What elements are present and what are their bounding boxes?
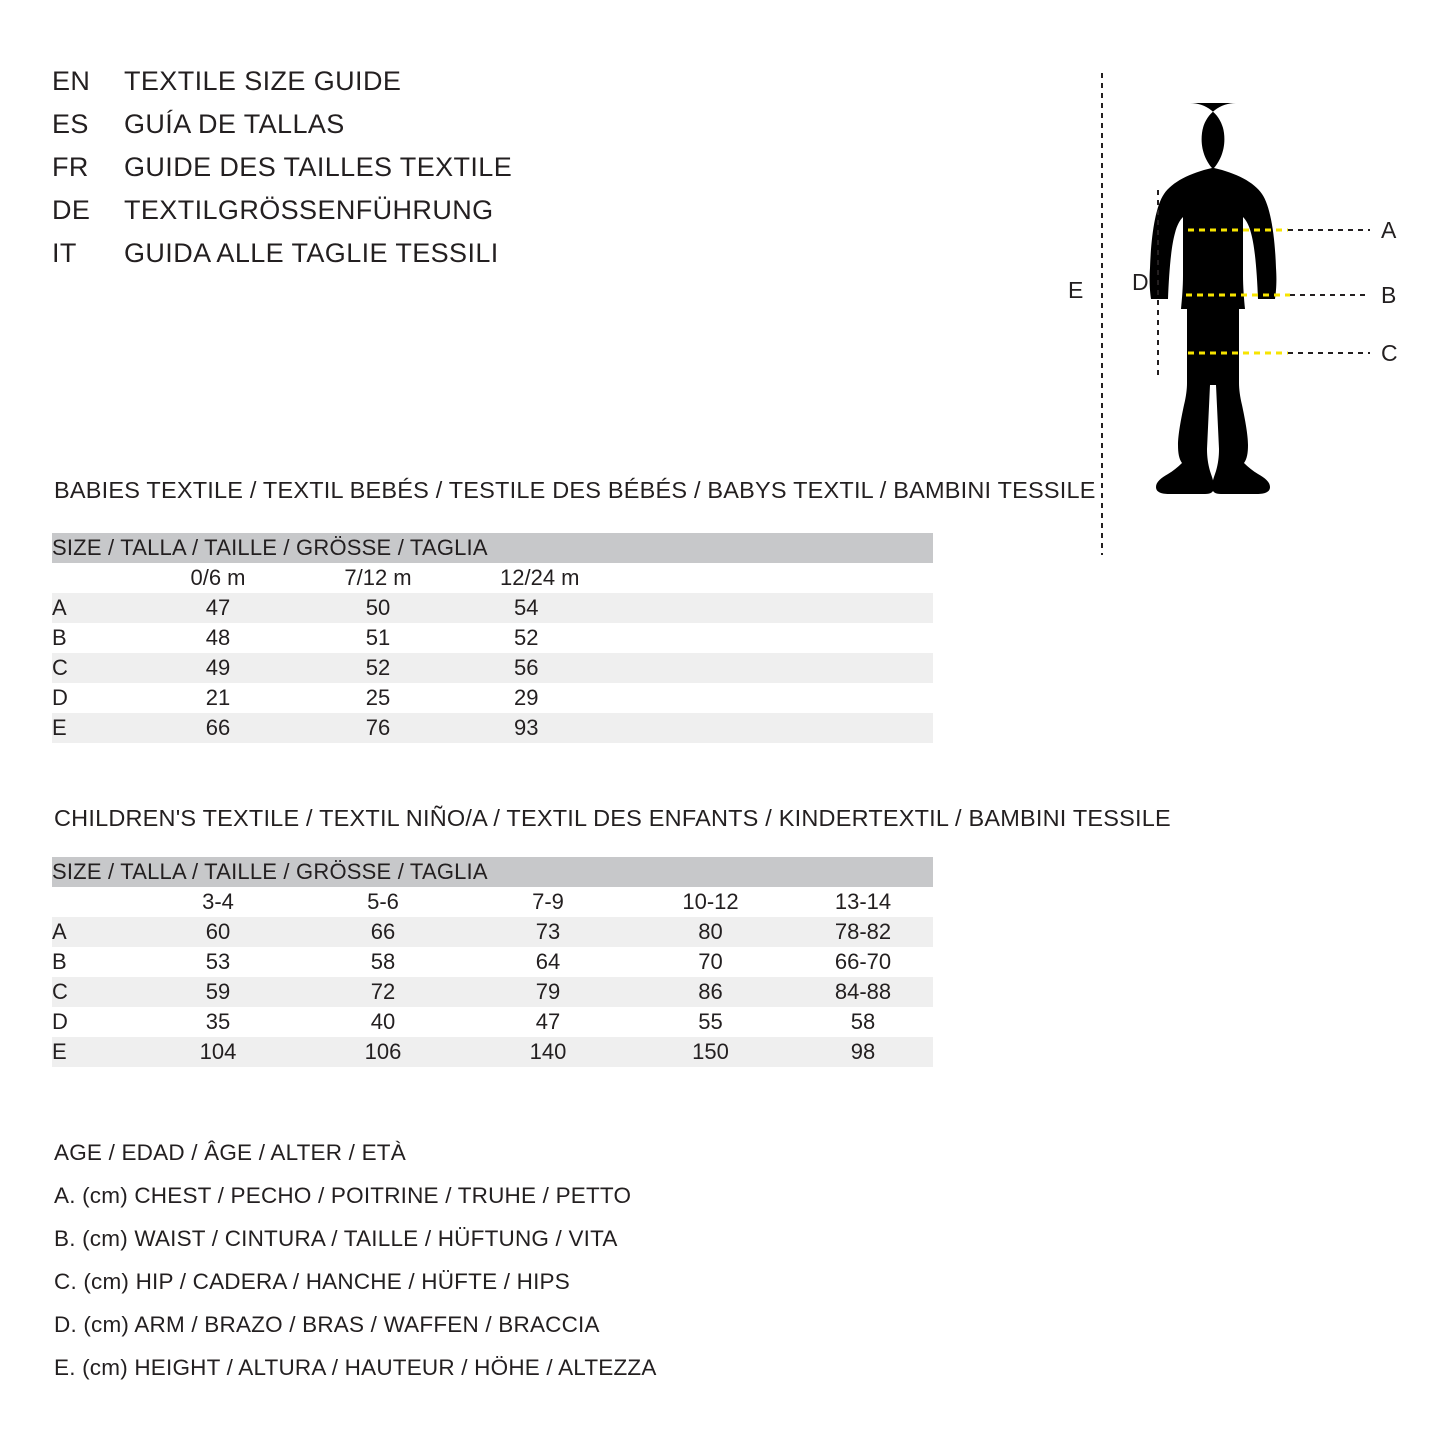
language-row bbox=[52, 238, 752, 281]
measurement-figure bbox=[1040, 55, 1420, 575]
table-cell: 79 bbox=[468, 977, 628, 1007]
table-cell: 49 bbox=[138, 653, 298, 683]
table-row bbox=[52, 947, 933, 977]
callout-label-c: C bbox=[1381, 340, 1398, 366]
table-cell: 72 bbox=[298, 977, 468, 1007]
callout-label-d: D bbox=[1132, 269, 1149, 295]
table-row bbox=[52, 1007, 933, 1037]
table-cell: 55 bbox=[628, 1007, 793, 1037]
table-cell: 47 bbox=[138, 593, 298, 623]
table-cell: 59 bbox=[138, 977, 298, 1007]
table-cell: 51 bbox=[298, 623, 458, 653]
children-table-title: SIZE / TALLA / TAILLE / GRÖSSE / TAGLIA bbox=[52, 857, 933, 887]
table-title-row bbox=[52, 533, 933, 563]
language-code: DE bbox=[52, 195, 91, 225]
measurement-legend bbox=[54, 1140, 954, 1398]
language-code: FR bbox=[52, 152, 89, 182]
table-cell: 93 bbox=[458, 713, 933, 743]
row-label: E bbox=[52, 713, 138, 743]
table-row bbox=[52, 593, 933, 623]
table-cell: 58 bbox=[298, 947, 468, 977]
table-cell: 66-70 bbox=[793, 947, 933, 977]
table-cell: 86 bbox=[628, 977, 793, 1007]
table-cell: 52 bbox=[458, 623, 933, 653]
table-row bbox=[52, 1037, 933, 1067]
table-row bbox=[52, 683, 933, 713]
table-cell: 76 bbox=[298, 713, 458, 743]
column-header: 12/24 m bbox=[458, 563, 933, 593]
column-header: 13-14 bbox=[793, 887, 933, 917]
table-cell: 66 bbox=[298, 917, 468, 947]
row-label: B bbox=[52, 623, 138, 653]
callout-label-a: A bbox=[1381, 217, 1397, 243]
language-title: GUIDE DES TAILLES TEXTILE bbox=[124, 152, 513, 182]
language-title: GUIDA ALLE TAGLIE TESSILI bbox=[124, 238, 499, 268]
child-silhouette-icon bbox=[1150, 103, 1277, 494]
table-cell: 58 bbox=[793, 1007, 933, 1037]
language-code: ES bbox=[52, 109, 89, 139]
row-label: E bbox=[52, 1037, 138, 1067]
babies-section-heading: BABIES TEXTILE / TEXTIL BEBÉS / TESTILE DES BÉBÉS / BABYS TEXTIL / BAMBINI TESSILE bbox=[54, 477, 1096, 503]
legend-row: B. (cm) WAIST / CINTURA / TAILLE / HÜFTUNG / VITA bbox=[54, 1226, 618, 1251]
column-header: 3-4 bbox=[138, 887, 298, 917]
table-cell: 98 bbox=[793, 1037, 933, 1067]
table-cell: 35 bbox=[138, 1007, 298, 1037]
legend-row: C. (cm) HIP / CADERA / HANCHE / HÜFTE / HIPS bbox=[54, 1269, 570, 1294]
column-header: 5-6 bbox=[298, 887, 468, 917]
table-row bbox=[52, 977, 933, 1007]
row-label: C bbox=[52, 977, 138, 1007]
column-header: 7/12 m bbox=[298, 563, 458, 593]
table-cell: 104 bbox=[138, 1037, 298, 1067]
corner-cell bbox=[52, 563, 138, 593]
table-cell: 50 bbox=[298, 593, 458, 623]
table-cell: 47 bbox=[468, 1007, 628, 1037]
table-cell: 56 bbox=[458, 653, 933, 683]
table-cell: 40 bbox=[298, 1007, 468, 1037]
table-cell: 48 bbox=[138, 623, 298, 653]
table-cell: 80 bbox=[628, 917, 793, 947]
legend-row: E. (cm) HEIGHT / ALTURA / HAUTEUR / HÖHE / ALTEZZA bbox=[54, 1355, 657, 1380]
table-cell: 53 bbox=[138, 947, 298, 977]
language-row bbox=[52, 66, 752, 109]
language-row bbox=[52, 109, 752, 152]
language-code: EN bbox=[52, 66, 91, 96]
language-row bbox=[52, 152, 752, 195]
table-cell: 73 bbox=[468, 917, 628, 947]
row-label: D bbox=[52, 1007, 138, 1037]
row-label: D bbox=[52, 683, 138, 713]
table-row bbox=[52, 713, 933, 743]
table-cell: 29 bbox=[458, 683, 933, 713]
row-label: A bbox=[52, 917, 138, 947]
table-cell: 60 bbox=[138, 917, 298, 947]
table-cell: 150 bbox=[628, 1037, 793, 1067]
column-header: 10-12 bbox=[628, 887, 793, 917]
table-row bbox=[52, 623, 933, 653]
table-row bbox=[52, 653, 933, 683]
children-size-table bbox=[52, 857, 933, 1067]
corner-cell bbox=[52, 887, 138, 917]
legend-row: D. (cm) ARM / BRAZO / BRAS / WAFFEN / BRACCIA bbox=[54, 1312, 600, 1337]
callout-label-b: B bbox=[1381, 282, 1397, 308]
table-header-row bbox=[52, 563, 933, 593]
column-header: 7-9 bbox=[468, 887, 628, 917]
row-label: B bbox=[52, 947, 138, 977]
row-label: C bbox=[52, 653, 138, 683]
table-cell: 25 bbox=[298, 683, 458, 713]
table-cell: 70 bbox=[628, 947, 793, 977]
babies-table-title: SIZE / TALLA / TAILLE / GRÖSSE / TAGLIA bbox=[52, 533, 933, 563]
table-cell: 140 bbox=[468, 1037, 628, 1067]
language-title: TEXTILE SIZE GUIDE bbox=[124, 66, 402, 96]
legend-row: A. (cm) CHEST / PECHO / POITRINE / TRUHE / PETTO bbox=[54, 1183, 632, 1208]
legend-row: AGE / EDAD / ÂGE / ALTER / ETÀ bbox=[54, 1140, 406, 1165]
table-cell: 21 bbox=[138, 683, 298, 713]
table-cell: 106 bbox=[298, 1037, 468, 1067]
language-row bbox=[52, 195, 752, 238]
children-section-heading: CHILDREN'S TEXTILE / TEXTIL NIÑO/A / TEXTIL DES ENFANTS / KINDERTEXTIL / BAMBINI TESSILE bbox=[54, 805, 1171, 831]
table-cell: 54 bbox=[458, 593, 933, 623]
babies-size-table bbox=[52, 533, 933, 743]
table-title-row bbox=[52, 857, 933, 887]
table-cell: 64 bbox=[468, 947, 628, 977]
row-label: A bbox=[52, 593, 138, 623]
table-row bbox=[52, 917, 933, 947]
column-header: 0/6 m bbox=[138, 563, 298, 593]
language-title-list bbox=[52, 66, 752, 281]
table-cell: 78-82 bbox=[793, 917, 933, 947]
table-header-row bbox=[52, 887, 933, 917]
language-code: IT bbox=[52, 238, 77, 268]
table-cell: 66 bbox=[138, 713, 298, 743]
callout-label-e: E bbox=[1068, 277, 1084, 303]
table-cell: 84-88 bbox=[793, 977, 933, 1007]
language-title: TEXTILGRÖSSENFÜHRUNG bbox=[124, 195, 494, 225]
table-cell: 52 bbox=[298, 653, 458, 683]
language-title: GUÍA DE TALLAS bbox=[124, 109, 345, 139]
